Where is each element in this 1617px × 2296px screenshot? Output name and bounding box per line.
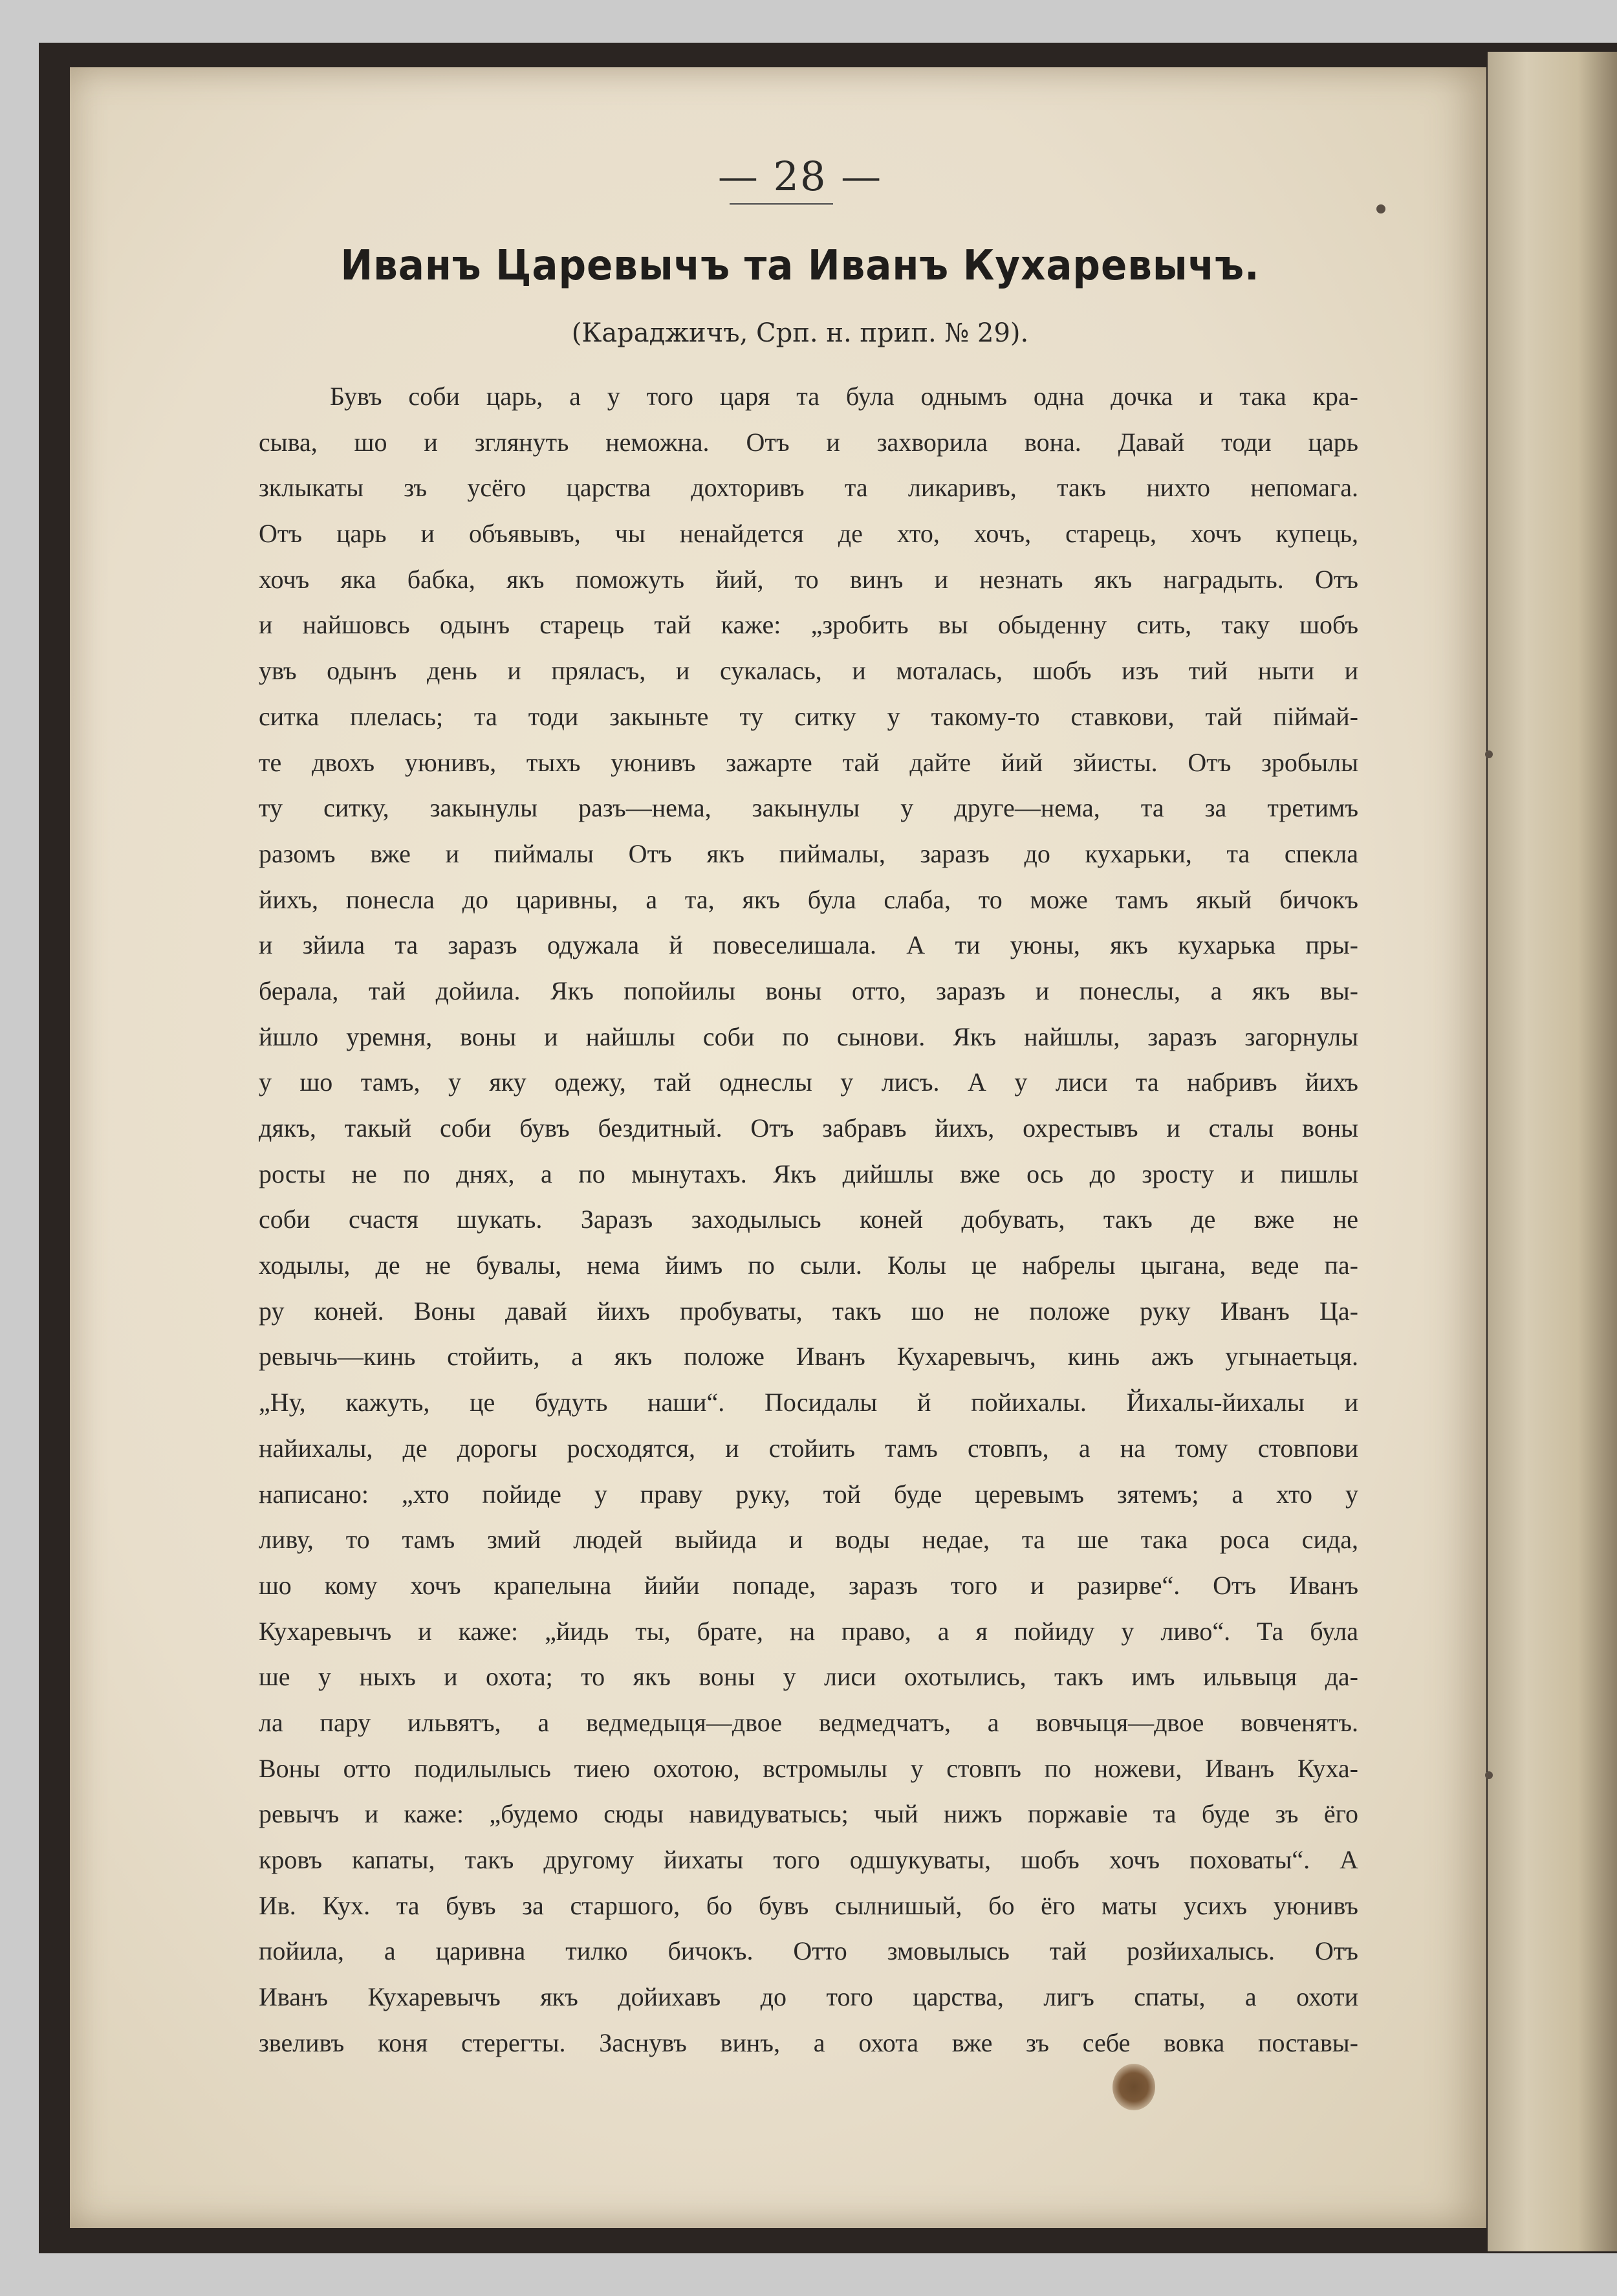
- text-line: йшло уремня, воны и найшлы соби по сынови. Якъ найшлы, заразъ загорнулы: [259, 1022, 1358, 1051]
- text-line: Отъ царь и объявывъ, чы ненайдется де хто, хочъ, старець, хочъ купець,: [259, 519, 1358, 549]
- next-page-edge: [1488, 52, 1617, 2251]
- ink-stain: [1112, 2064, 1155, 2110]
- text-line: звеливъ коня стерегты. Заснувъ винъ, а охота вже зъ себе вовка поставы-: [259, 2028, 1358, 2057]
- text-line: ревычь—кинь стойить, а якъ положе Иванъ Кухаревычъ, кинь ажъ угынаетьця.: [259, 1342, 1358, 1372]
- text-line: ла пару ильвятъ, а ведмедыця—двое ведмедчатъ, а вовчыця—двое вовченятъ.: [259, 1707, 1358, 1737]
- text-line: разомъ вже и пиймалы Отъ якъ пиймалы, заразъ до кухарьки, та спекла: [259, 838, 1358, 868]
- binding-hole: [1485, 750, 1493, 758]
- text-line: соби счастя шукать. Заразъ заходылысь коней добувать, такъ де вже не: [259, 1205, 1358, 1234]
- text-line: берала, тай дойила. Якъ попойилы воны отто, заразъ и понеслы, а якъ вы-: [259, 976, 1358, 1005]
- text-line: ревычъ и каже: „будемо сюды навидуватысь; чый нижъ поржавіе та буде зъ ёго: [259, 1799, 1358, 1829]
- text-line: Кухаревычъ и каже: „йидь ты, брате, на право, а я пойиду у ливо“. Та була: [259, 1616, 1358, 1646]
- text-line: ру коней. Воны давай йихъ пробуваты, такъ шо не положе руку Иванъ Ца-: [259, 1296, 1358, 1326]
- text-line: хочъ яка бабка, якъ поможуть йий, то винъ и незнать якъ нагрaдыть. Отъ: [259, 564, 1358, 594]
- text-line: у шо тамъ, у яку одежу, тай однеслы у лисъ. А у лиси та набривъ йихъ: [259, 1067, 1358, 1097]
- page-number-ornament: [730, 203, 833, 208]
- text-line: ливу, то тамъ змий людей выйида и воды недае, та ше така роса сида,: [259, 1525, 1358, 1555]
- text-line: и найшовсь одынъ старець тай каже: „зробить вы обыденну сить, таку шобъ: [259, 610, 1358, 640]
- story-source: (Караджичъ, Срп. н. прип. № 29).: [571, 318, 1029, 348]
- text-line: шо кому хочъ крапелына йийи попаде, заразъ того и разирве“. Отъ Иванъ: [259, 1570, 1358, 1600]
- text-line: Ив. Кух. та бувъ за старшого, бо бувъ сылнишый, бо ёго маты усихъ уюнивъ: [259, 1890, 1358, 1920]
- text-line: увъ одынъ день и пряласъ, и сукалась, и моталась, шобъ изъ тий ныти и: [259, 656, 1358, 686]
- text-line: кровъ капаты, такъ другому йихаты того одшукуваты, шобъ хочъ поховаты“. А: [259, 1845, 1358, 1874]
- text-line: ту ситку, закынулы разъ—нема, закынулы у друге—нема, та за третимъ: [259, 793, 1358, 823]
- text-line: те двохъ уюнивъ, тыхъ уюнивъ зажарте тай дайте йий зйисты. Отъ зробылы: [259, 747, 1358, 777]
- text-line: росты не по днях, а по мынутахъ. Якъ дийшлы вже ось до зросту и пишлы: [259, 1159, 1358, 1188]
- text-line: зклыкаты зъ усёго царства дохторивъ та ликаривъ, такъ нихто непомага.: [259, 473, 1358, 503]
- text-line: Бувъ соби царь, а у того царя та була однымъ одна дочка и така кра-: [330, 382, 1358, 411]
- text-line: ситка плелась; та тоди закыньте ту ситку у такому-то ставкови, тай піймай-: [259, 701, 1358, 731]
- text-line: ше у ныхъ и охота; то якъ воны у лиси охотылись, такъ имъ ильвыця да-: [259, 1662, 1358, 1692]
- text-line: „Ну, кажуть, це будуть наши“. Посидалы й пойихалы. Йихалы-йихалы и: [259, 1388, 1358, 1417]
- text-line: найихалы, де дорогы росходятся, и стойить тамъ стовпъ, а на тому стовпови: [259, 1433, 1358, 1463]
- story-body: [259, 374, 1358, 2066]
- text-line: пойила, а царивна тилко бичокъ. Отто змовылысь тай розйихалысь. Отъ: [259, 1936, 1358, 1966]
- page-number: — 28 —: [717, 153, 883, 200]
- binding-hole: [1376, 204, 1385, 213]
- text-line: йихъ, понесла до царивны, а та, якъ була слаба, то може тамъ якый бичокъ: [259, 884, 1358, 914]
- text-line: сыва, шо и зглянуть неможна. Отъ и захворила вона. Давай тоди царь: [259, 427, 1358, 457]
- text-line: Воны отто подилылысь тиею охотою, встромылы у стовпъ по ножеви, Иванъ Куха-: [259, 1753, 1358, 1783]
- text-line: Иванъ Кухаревычъ якъ дойихавъ до того царства, лигъ спаты, а охоти: [259, 1982, 1358, 2012]
- story-title: Иванъ Царевычъ та Иванъ Кухаревычъ.: [340, 242, 1260, 290]
- text-line: написано: „хто пойиде у праву руку, той буде церевымъ зятемъ; а хто у: [259, 1479, 1358, 1509]
- text-line: и зйила та заразъ одужала й повеселишала. А ти уюны, якъ кухарька пры-: [259, 930, 1358, 960]
- text-line: дякъ, такый соби бувъ бездитный. Отъ забравъ йихъ, охрестывъ и сталы воны: [259, 1113, 1358, 1143]
- text-line: ходылы, де не бувалы, нема йимъ по сыли. Колы це набрелы цыгана, веде па-: [259, 1251, 1358, 1280]
- binding-hole: [1485, 1771, 1493, 1779]
